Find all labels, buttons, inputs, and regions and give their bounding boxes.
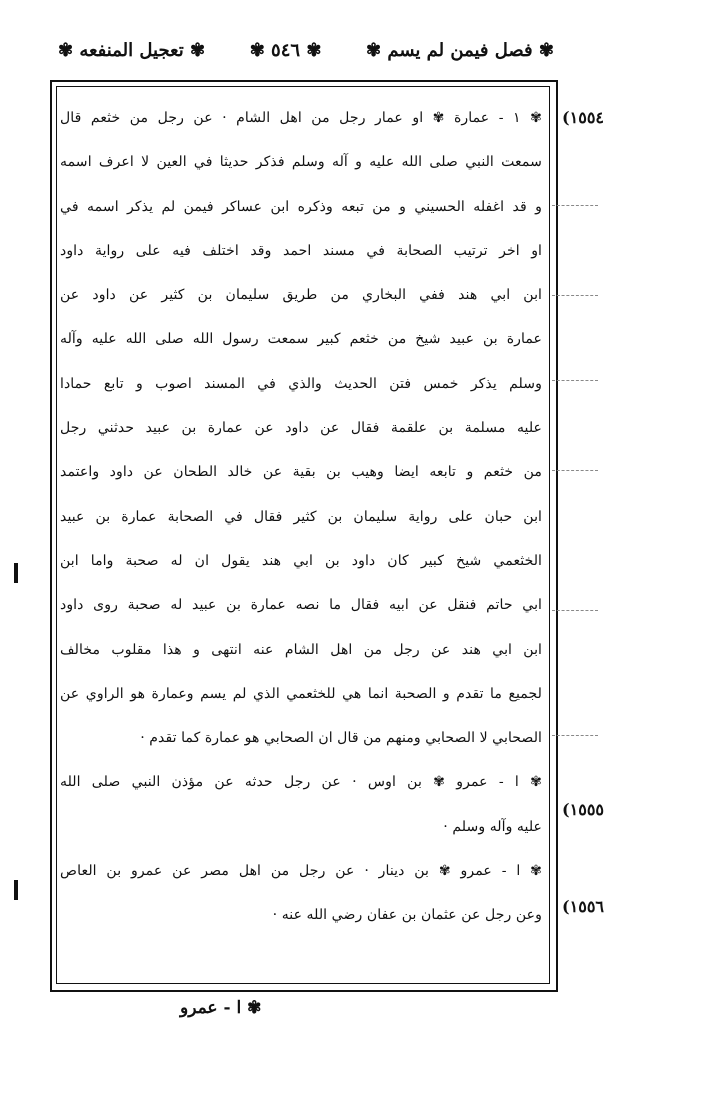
book-title: ✾ تعجيل المنفعه ✾	[58, 39, 206, 61]
margin-rule	[552, 470, 598, 472]
margin-rule	[552, 735, 598, 737]
text-line: او اخر ترتيب الصحابة في مسند احمد وقد اختلف فيه على رواية داود	[60, 242, 542, 259]
text-line: عليه مسلمة بن علقمة فقال عن داود عن عمارة بن عبيد حدثني رجل	[60, 420, 542, 437]
text-line: ابي حاتم فنقل عن ابيه فقال ما نصه عمارة بن عبيد له صحبة روى داود	[60, 597, 542, 614]
scan-mark	[14, 563, 18, 583]
entry-number: (١٥٥٤	[562, 108, 604, 127]
entry-number: (١٥٥٦	[562, 897, 604, 916]
margin-rule	[552, 205, 598, 207]
text-line: ✾ ا - عمرو ✾ بن دينار · عن رجل من اهل مصر عن عمرو بن العاص	[60, 863, 542, 880]
footer-rule	[90, 990, 550, 991]
text-line: لجميع ما تقدم و الصحبة انما هي للخثعمي الذي لم يسم وعمارة هو الراوي عن	[60, 685, 542, 702]
text-line: سمعت النبي صلى الله عليه و آله وسلم فذكر حديثا في العين لا اعرف اسمه	[60, 154, 542, 171]
scan-mark	[14, 880, 18, 900]
margin-rule	[552, 295, 598, 297]
text-line: عليه وآله وسلم ·	[443, 818, 542, 835]
text-line: وعن رجل عن عثمان بن عفان رضي الله عنه ·	[272, 907, 542, 924]
text-line: و قد اغفله الحسيني و من تبعه وذكره ابن عساكر فيمن لم يذكر اسمه في	[60, 198, 542, 215]
text-line: الخثعمي شيخ كبير كان داود بن ابي هند يقول ان له صحبة واما ابن	[60, 552, 542, 569]
page-number: ✾ ٥٤٦ ✾	[249, 39, 322, 61]
text-line: عمارة بن عبيد شيخ من خثعم كبير سمعت رسول الله صلى الله عليه وآله	[60, 331, 542, 348]
text-line: وسلم يذكر خمس فتن الحديث والذي في المسند اصوب و تابع حمادا	[60, 375, 542, 392]
page-header	[58, 32, 554, 68]
section-title: ✾ فصل فيمن لم يسم ✾	[366, 39, 554, 61]
main-text	[60, 96, 542, 938]
entry-number: (١٥٥٥	[562, 800, 604, 819]
text-line: من خثعم و تابعه ايضا وهيب بن بقية عن خالد الطحان عن داود واعتمد	[60, 464, 542, 481]
text-line: ابن ابي هند ففي البخاري من طريق سليمان بن كثير عن داود عن	[60, 287, 542, 304]
text-line: ✾ ا - عمرو ✾ بن اوس · عن رجل حدثه عن مؤذن النبي صلى الله	[60, 774, 542, 791]
text-line: ✾ ١ - عمارة ✾ او عمار رجل من اهل الشام · عن رجل من خثعم قال	[60, 110, 542, 126]
catchword: ✾ ا - عمرو	[180, 998, 262, 1018]
text-line: الصحابي لا الصحابي ومنهم من قال ان الصحابي هو عمارة كما تقدم ·	[140, 730, 542, 747]
text-line: ابن ابي هند عن رجل من اهل الشام عنه انتهى و هذا مقلوب مخالف	[60, 641, 542, 658]
text-line: ابن حبان على رواية سليمان بن كثير فقال في الصحابة عمارة بن عبيد	[60, 508, 542, 525]
margin-rule	[552, 380, 598, 382]
margin-rule	[552, 610, 598, 612]
